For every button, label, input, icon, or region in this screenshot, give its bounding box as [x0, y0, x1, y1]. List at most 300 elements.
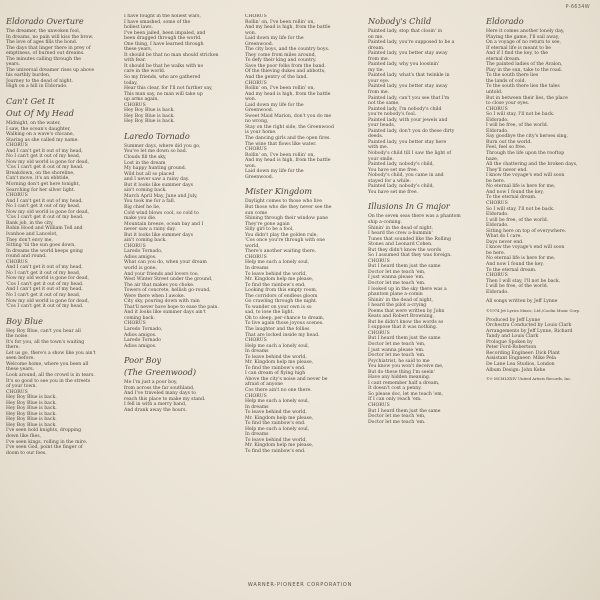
- lyric-line: This man say, no man will take up: [124, 91, 203, 97]
- lyric-line: Playing the game, I'll sail away,: [486, 34, 560, 40]
- lyric-line: Peter Ford-Robertson: [486, 345, 537, 351]
- lyric-line: Hey Boy Blue is back.: [6, 422, 57, 428]
- lyric-line: Now my old world is gone for dead,: [6, 209, 90, 215]
- lyric-line: You have set me free.: [368, 189, 418, 195]
- lyric-line: up arms again.: [124, 97, 159, 103]
- lyric-line: Poems that were written by John: [368, 308, 445, 314]
- lyric-line: And now I found the key,: [486, 261, 544, 267]
- lyric-line: To leave behind the world,: [245, 410, 307, 416]
- lyric-line: And my head is high, from the battle: [245, 91, 331, 97]
- lyric-line: 'Cos once you're through with one: [245, 238, 325, 244]
- lyric-line: you're nobody's fool.: [368, 112, 417, 118]
- lyric-line: To the eternal dream.: [486, 267, 537, 273]
- song-title: Illusions In G major: [368, 201, 450, 212]
- lyric-line: Painted lady, why you loosinin': [368, 62, 440, 68]
- lyric-line: Help me such a lonely soul,: [245, 426, 310, 432]
- chorus-label: CHORUS: [245, 147, 267, 153]
- song-title: Poor Boy: [124, 355, 162, 366]
- lyric-line: I can dream of flying high: [245, 371, 306, 377]
- lyric-line: world,: [245, 243, 260, 249]
- lyric-line: Feel, feel so free.: [486, 145, 527, 151]
- lyric-line: You have set me free.: [368, 167, 418, 173]
- lyric-line: And I can't get it out of my head,: [6, 148, 83, 154]
- lyric-line: And your friends and lovers too.: [124, 271, 199, 277]
- lyric-line: Breakdown, on the shoreline,: [6, 170, 75, 176]
- lyric-line: The minutes calling through the: [6, 56, 82, 62]
- lyric-line: I looked up in the sky there was a: [368, 286, 447, 292]
- lyric-line: Nobody's child till I saw the light of: [368, 151, 452, 157]
- lyric-line: Clouds fill the sky,: [124, 155, 167, 161]
- lyric-line: Adios amigos.: [124, 332, 157, 338]
- chorus-label: CHORUS: [245, 14, 267, 19]
- lyric-line: Rollin' on, I've been rollin' on,: [245, 19, 315, 25]
- footer-company: WARNER-PIONEER CORPORATION: [247, 582, 353, 588]
- lyric-line: Rollin' on, I've been rollin' on,: [245, 86, 315, 92]
- lyric-line: The dancing girls and the open fires.: [245, 136, 331, 142]
- lyrics-column-1: [6, 14, 102, 456]
- lyric-line: In dreams: [245, 349, 269, 355]
- lyric-line: Assistant Engineer: Mike Pela: [486, 356, 556, 362]
- lyric-line: Painted lady, I'm nobody's child: [368, 106, 442, 112]
- lyric-line: Sitting here on top of everywhere.: [486, 228, 567, 234]
- lyric-line: untold.: [486, 90, 503, 96]
- song-title: Laredo Tornado: [124, 130, 190, 141]
- lyric-line: on me.: [368, 34, 384, 40]
- lyric-line: Walking on a wave's chicane,: [6, 132, 75, 138]
- lyric-line: Me I'm just a poor boy,: [124, 380, 178, 386]
- lyric-line: Recording Engineer: Dick Plant: [486, 350, 560, 356]
- lyric-line: And it looks like summer days ain't: [124, 310, 206, 316]
- lyric-line: Hey Boy Blue is back.: [124, 113, 175, 119]
- lyric-line: holiest laws.: [124, 25, 154, 31]
- lyric-line: been dragged through the world.: [124, 36, 202, 42]
- lyric-line: no wrong,: [245, 119, 269, 125]
- lyric-line: You know you won't deceive me,: [368, 364, 444, 370]
- lyric-line: Laredo Tornado: [124, 338, 161, 344]
- chorus-label: CHORUS: [6, 259, 28, 265]
- lyric-line: Here it comes another lonely day,: [486, 29, 565, 34]
- lyric-line: To the south there lies the tales: [486, 84, 560, 90]
- lyric-line: Hear this clear, for I'll not further say,: [124, 86, 213, 92]
- lyric-line: Hey Boy Blue is back.: [6, 411, 57, 417]
- lyric-line: Eldorado.: [486, 289, 509, 295]
- lyric-line: So I assumed that they was foreign.: [368, 253, 452, 259]
- lyric-line: Summer days, where did you go,: [124, 143, 201, 149]
- lyric-line: 'Cos I can't get it out of my head.: [6, 281, 84, 287]
- lyric-line: Eldorado.: [486, 212, 509, 218]
- lyric-line: But it looks like summer days: [124, 182, 193, 188]
- lyric-line: with fear.: [124, 58, 146, 64]
- lyric-line: sad, to lose the light.: [245, 310, 294, 316]
- lyric-line: be here.: [486, 250, 506, 256]
- song-title: Nobody's Child: [368, 16, 432, 26]
- lyric-line: They'll never end.: [486, 167, 528, 173]
- chorus-label: CHORUS: [368, 403, 390, 408]
- lyric-line: Laid down my life for the: [245, 102, 304, 108]
- lyric-line: I've seen bold knights, dropping: [6, 428, 82, 434]
- lyric-line: The dreamer, the unwoken fool,: [6, 29, 81, 34]
- lyric-line: Then I will stay, I'll not be back.: [486, 278, 561, 284]
- lyric-line: To find the rainbow's end.: [245, 449, 306, 455]
- lyric-line: Orchestra Conducted by Louis Clark: [486, 323, 572, 329]
- lyric-line: I suppose that it was nothing.: [368, 325, 438, 331]
- chorus-label: CHORUS: [245, 254, 267, 260]
- lyric-line: Painted lady, with your jewels and: [368, 117, 448, 123]
- lyric-line: The love of ages fills the bond.: [6, 40, 78, 46]
- lyric-line: Adios amigos.: [124, 254, 157, 260]
- lyric-line: Now my old world is gone for dead,: [6, 298, 90, 304]
- chorus-label: CHORUS: [368, 258, 390, 264]
- song-title-line-2: Out Of My Head: [6, 108, 74, 119]
- lyric-line: Shinin' in the dead of night.: [368, 225, 433, 231]
- lyric-line: Bank job, in the city,: [6, 220, 54, 226]
- lyric-line: The city boys, and the country boys.: [245, 47, 330, 53]
- lyric-line: Through the life upon the rooftop: [486, 151, 565, 157]
- lyric-line: You've let me down so bad.: [124, 149, 188, 155]
- lyric-line: But I heard them just the same: [368, 264, 441, 270]
- lyric-line: Eldorado.: [486, 117, 509, 123]
- lyric-line: It's so good to see you in the streets: [6, 378, 91, 384]
- chorus-label: CHORUS: [368, 330, 390, 336]
- lyric-line: In dreams, no pain will kiss the brow.: [6, 34, 94, 40]
- lyric-line: make you die.: [124, 216, 157, 222]
- lyric-line: Lost in the dream: [124, 160, 166, 166]
- catalog-number: P-6634W: [565, 4, 590, 10]
- lyric-line: these years.: [6, 367, 35, 373]
- lyric-line: world is gone,: [124, 265, 157, 271]
- lyric-line: March April May, June and July,: [124, 193, 198, 199]
- lyric-line: And drank away the hours.: [124, 407, 187, 413]
- lyric-line: Laid down my life for the: [245, 36, 304, 42]
- lyric-line: City sky, pouring down with rain: [124, 299, 200, 305]
- lyric-line: Stones and Leonard Cohen.: [368, 242, 433, 248]
- lyric-line: Searching for her silver light.: [6, 187, 76, 193]
- lyric-line: be here.: [486, 178, 506, 184]
- lyric-line: 'Cos I can't get it out of my head.: [6, 215, 84, 221]
- lyric-line: The laughter and the follies: [245, 326, 310, 332]
- lyric-line: And I can't get it out of my head,: [6, 198, 83, 204]
- lyric-line: And I've traveled many days to: [124, 391, 197, 397]
- lyric-line: Psychiatrist, he said to me: [368, 358, 430, 364]
- lyric-line: I have fought in the holiest wars,: [124, 14, 201, 19]
- lyric-line: West Winter Street under the ground,: [124, 277, 213, 283]
- lyric-line: No I can't get it out of my head,: [6, 154, 81, 160]
- lyric-line: afraid of anyone: [245, 382, 283, 388]
- chorus-label: CHORUS: [6, 389, 28, 395]
- lyric-line: My happy hunting ground.: [124, 166, 187, 172]
- lyric-line: Doctor let me teach 'em.: [368, 419, 426, 425]
- lyric-line: from me.: [368, 56, 390, 62]
- lyric-line: Mr. Kingdom help me please,: [245, 360, 314, 366]
- lyric-line: It's for you, all the town's waiting: [6, 339, 85, 345]
- lyric-line: Doctor let me teach 'em,: [368, 414, 426, 420]
- lyric-line: down like flies,: [6, 434, 42, 439]
- lyric-line: But he didn't know the words so: [368, 319, 444, 325]
- lyric-line: And my head is high, from the battle: [245, 25, 331, 31]
- lyric-line: Now my old world is gone for dead,: [6, 159, 90, 165]
- lyric-line: The universal dreamer rises up above: [6, 67, 95, 73]
- lyric-line: Produced by Jeff Lynne: [486, 317, 541, 323]
- lyric-line: I just wanna please 'em.: [368, 347, 425, 353]
- lyric-line: won.: [245, 30, 257, 36]
- lyric-line: But those who die they never see the: [245, 204, 332, 210]
- lyric-line: Doctor let me teach 'em,: [368, 269, 426, 275]
- lyric-line: Daylight comes to those who live: [245, 199, 322, 205]
- lyric-line: I fell in with a merry band,: [124, 402, 187, 408]
- block-spacer: [124, 349, 220, 353]
- lyric-line: of your town.: [6, 384, 37, 390]
- lyric-line: The painted ladies of the Avalon,: [486, 62, 563, 68]
- lyric-line: I know the voyage's end will soon: [486, 245, 565, 251]
- lyrics-column-5: [486, 14, 582, 382]
- lyric-line: But it looks like summer days: [124, 232, 193, 238]
- lyric-line: In dreams: [245, 265, 269, 271]
- lyric-line: never saw a rainy day.: [124, 227, 176, 233]
- lyric-line: Looking from this empty room,: [245, 288, 318, 294]
- lyric-line: Shining through their window pane: [245, 216, 328, 222]
- lyric-line: I have smashed, some of the: [124, 19, 191, 25]
- lyric-line: What do I care.: [486, 234, 522, 240]
- lyric-line: No I can't get it out of my head,: [6, 270, 81, 276]
- lyric-line: To leave behind the world,: [245, 354, 307, 360]
- lyric-line: One thing, I have learned through: [124, 41, 204, 47]
- lyric-line: Painted lady, can't you see that I'm: [368, 95, 450, 101]
- chorus-label: CHORUS: [6, 193, 28, 199]
- lyric-line: Painted lady, nobody's child,: [368, 184, 434, 190]
- lyric-line: That'll never have hope to ease the pain.: [124, 304, 219, 310]
- lyric-line: my tie.: [368, 67, 384, 73]
- lyric-line: dream.: [368, 45, 385, 51]
- lyric-line: It doesn't cost a penny.: [368, 386, 422, 392]
- lyric-line: I just wanna please 'em.: [368, 275, 425, 281]
- block-spacer: [124, 125, 220, 129]
- lyric-line: and I never saw a rainy day.: [124, 177, 190, 183]
- lyric-line: Oh to sleep, per-chance to dream,: [245, 315, 325, 321]
- lyric-line: Album Design: John Kehe: [486, 367, 546, 373]
- lyric-line: Mr. Kingdom help me please,: [245, 277, 314, 283]
- lyric-line: To wander on your own is so: [245, 304, 312, 310]
- lyric-line: And if I find the key, to the: [486, 51, 548, 57]
- lyric-line: No eternal life is here for me.: [486, 256, 556, 262]
- lyric-line: I will be free, of the world.: [486, 284, 549, 290]
- lyric-line: Can't move, it's an ebbtide,: [6, 176, 70, 182]
- block-spacer: [245, 180, 341, 184]
- lyric-line: I will be free, of the world.: [486, 217, 549, 223]
- lyric-line: ©℗ MCMLXXIV United Artists Records, Inc.: [486, 376, 572, 382]
- lyric-line: his earthly burden,: [6, 73, 51, 79]
- lyric-line: Keats and Robert Browning,: [368, 314, 434, 320]
- lyric-line: Adios amigos.: [124, 343, 157, 349]
- lyric-line: Laredo Tornado,: [124, 326, 163, 332]
- lyric-line: I've seen kings, rolling in the mire.: [6, 439, 88, 445]
- lyric-line: There's another waiting there.: [245, 249, 317, 255]
- lyric-line: To the eternal dream.: [486, 195, 537, 201]
- lyric-line: Doctor let me teach 'em,: [368, 341, 426, 347]
- lyric-line: No I can't get it out of my head,: [6, 204, 81, 210]
- lyric-line: In dreams: [245, 432, 269, 438]
- lyric-line: And the gentry of the land.: [245, 75, 308, 81]
- lyric-line: High on a hill in Eldorado.: [6, 84, 68, 90]
- lyric-line: To leave behind the world,: [245, 437, 307, 443]
- lyric-line: That are locked inside my head.: [245, 332, 320, 338]
- lyric-line: No I can't get it out of my head,: [6, 292, 81, 298]
- lyric-line: from across the far southland,: [124, 385, 195, 391]
- lyric-line: Shinin' in the dead of night,: [368, 297, 433, 303]
- lyric-line: Hey Boy Blue is back.: [6, 406, 57, 412]
- lyric-line: emptiness, of burned out dreams.: [6, 51, 85, 57]
- lyric-line: the noise.: [6, 334, 29, 340]
- lyric-line: To find the rainbow's end.: [245, 421, 306, 427]
- chorus-label: CHORUS: [6, 143, 28, 149]
- lyric-line: Tandy and Louis Clark: [486, 334, 539, 340]
- lyric-line: Painted lady, nobody's child,: [368, 162, 434, 168]
- lyric-line: to close your eyes.: [486, 101, 530, 107]
- lyric-line: I will be free, of the world.: [486, 123, 549, 129]
- lyric-line: Painted lady, you better stay away: [368, 84, 448, 90]
- lyric-line: I heard the crew a-hummin': [368, 231, 433, 237]
- lyric-line: Hey Boy Blue is back.: [6, 400, 57, 406]
- lyric-line: Painted lady, what's that twinkle in: [368, 73, 450, 79]
- lyrics-column-3: [245, 14, 341, 455]
- lyric-line: your eye.: [368, 78, 390, 84]
- lyric-line: To the south there lies: [486, 73, 539, 79]
- lyric-line: To find the rainbow's end.: [245, 365, 306, 371]
- lyric-line: seen before.: [6, 356, 35, 362]
- lyric-line: Nobody's child, you came in and: [368, 173, 444, 179]
- lyric-line: Help me such a lonely soul,: [245, 260, 310, 266]
- lyric-line: On a voyage of no return to see,: [486, 40, 561, 46]
- lyric-line: Hey Boy Blue is back.: [124, 108, 175, 114]
- lyric-line: Hey Boy Blue is back.: [6, 395, 57, 401]
- lyrics-column-4: [368, 14, 464, 425]
- lyric-line: phantom plane a-comin: [368, 292, 423, 298]
- lyric-line: All the chattering and the broken days,: [486, 162, 578, 168]
- lyric-line: I heard the pilot a-crying: [368, 303, 427, 309]
- lyric-line: your smile.: [368, 156, 394, 162]
- lyric-line: But I heard them just the same: [368, 336, 441, 342]
- lyric-line: Have any hidden meaning.: [368, 375, 431, 381]
- lyric-line: today,: [124, 80, 138, 86]
- lyric-line: 'Cos I can't get it out of my head.: [6, 304, 84, 310]
- lyric-line: You took me for a fall.: [124, 199, 176, 205]
- lyric-line: haze,: [486, 156, 499, 162]
- lyric-line: there.: [6, 345, 20, 351]
- lyric-line: So my friends, who are gathered: [124, 75, 201, 81]
- lyric-line: reach this place to make my stand.: [124, 396, 206, 402]
- lyric-line: If I can only reach 'em.: [368, 397, 422, 403]
- lyric-line: eternal dream.: [486, 56, 521, 62]
- lyric-line: The wine that flows like water.: [245, 141, 317, 147]
- chorus-label: CHORUS: [124, 321, 146, 327]
- lyric-line: But do these thing I'm seein': [368, 369, 435, 375]
- lyric-line: All songs written by Jeff Lynne: [486, 299, 558, 305]
- lyric-line: Greenwood.: [245, 174, 274, 180]
- chorus-label: CHORUS: [124, 102, 146, 108]
- lyric-line: with me.: [368, 145, 389, 151]
- lyric-line: Help me such a lonely soul,: [245, 343, 310, 349]
- lyric-line: ©1974 Jet Lyrics Music, Ltd./Coolin Music Corp.: [486, 307, 581, 313]
- lyric-line: Cold wind blows cool, so cold to: [124, 210, 199, 216]
- lyrics-column-2: [124, 14, 220, 413]
- lyric-line: To find the rainbow's end.: [245, 282, 306, 288]
- lyric-line: Silly girl to be a fool,: [245, 227, 294, 233]
- lyric-line: I saw, the ocean's daughter,: [6, 126, 71, 132]
- song-title: Boy Blue: [6, 315, 43, 326]
- lyric-line: Painted lady, don't you do these dirty: [368, 128, 455, 134]
- lyric-line: I've seen God, point the finger of: [6, 445, 83, 451]
- lyric-line: Eldorado.: [486, 128, 509, 134]
- lyric-line: won.: [245, 163, 257, 169]
- lyric-line: care in the world.: [124, 69, 166, 75]
- lyric-line: Above the city's noise and never be: [245, 376, 328, 382]
- lyric-line: Tunes that sounded like the Rolling: [368, 236, 451, 242]
- chorus-label: CHORUS: [486, 200, 508, 206]
- block-spacer: [6, 90, 102, 94]
- lyric-line: Big chief he lie,: [124, 204, 161, 210]
- lyric-line: So I will stay, I'll not be back.: [486, 206, 555, 212]
- lyric-line: Mr. Kingdom help me please,: [245, 443, 314, 449]
- lyric-line: Greenwood.: [245, 41, 274, 47]
- lyric-line: If eternal life is meant to be: [486, 45, 551, 51]
- lyric-line: Robin Hood and William Tell and: [6, 226, 83, 232]
- lyric-line: Doctor let me teach 'em.: [368, 353, 426, 359]
- lyric-line: stayed for a while.: [368, 178, 411, 184]
- lyric-line: won.: [245, 97, 257, 103]
- lyric-line: Rollin' on, I've been rollin' on,: [245, 152, 315, 158]
- chorus-label: CHORUS: [245, 393, 267, 399]
- song-title: Can't Get It: [6, 96, 55, 107]
- lyric-line: Ivanhoe and Lancelot,: [6, 231, 58, 237]
- lyric-line: They come from miles around,: [245, 52, 316, 58]
- lyric-line: Painted lady, stop that closin' in: [368, 29, 443, 34]
- lyric-line: Eldorado.: [486, 223, 509, 229]
- lyric-line: It should be that no man should stricken: [124, 52, 219, 58]
- lyric-line: sun come: [245, 210, 268, 216]
- lyric-line: ship a-coming.: [368, 219, 403, 225]
- lyric-line: What can you do, when your dream: [124, 260, 207, 266]
- lyric-line: Journey to the dead of night.: [6, 78, 73, 84]
- lyric-line: the lands of cold.: [486, 78, 527, 84]
- block-spacer: [368, 195, 464, 199]
- lyric-line: round and round.: [6, 254, 47, 260]
- lyric-line: I've been jailed, been impaled, and: [124, 30, 206, 36]
- lyric-line: Let us go, there's a show like you ain't: [6, 350, 96, 356]
- lyric-line: years.: [6, 62, 21, 68]
- lyric-line: Look around, all the crowd is in tears.: [6, 372, 95, 378]
- lyric-line: And my head is high, from the battle: [245, 158, 331, 164]
- lyric-line: And I can't get it out of my head,: [6, 287, 83, 293]
- lyric-line: your beads,: [368, 123, 396, 129]
- lyric-line: It should be that he walks with no: [124, 63, 204, 69]
- lyric-line: They don't envy me,: [6, 237, 53, 243]
- chorus-label: CHORUS: [245, 80, 267, 86]
- lyric-line: Now my old world is gone for dead,: [6, 276, 90, 282]
- lyric-line: But in between their lies, the place: [486, 95, 568, 101]
- block-spacer: [6, 310, 102, 314]
- lyric-line: The air that makes you choke.: [124, 282, 195, 288]
- lyric-line: ain't coming back.: [124, 238, 167, 244]
- lyric-line: Sitting 'til the sun goes down,: [6, 243, 76, 249]
- lyric-line: But I heard them just the same: [368, 408, 441, 414]
- lyric-line: Laredo Tornado,: [124, 249, 163, 255]
- lyric-line: Morning don't get here tonight,: [6, 182, 80, 188]
- lyric-line: Staring as she called my name.: [6, 137, 79, 143]
- lyric-line: ain't coming back.: [124, 188, 167, 194]
- lyric-line: Painted lady, you better stay here: [368, 139, 447, 145]
- lyric-line: Painted lady, you better stay away: [368, 51, 448, 57]
- lyric-line: Play in the sun, take to the road.: [486, 67, 563, 73]
- lyric-line: Welcome home, where you been all: [6, 361, 89, 367]
